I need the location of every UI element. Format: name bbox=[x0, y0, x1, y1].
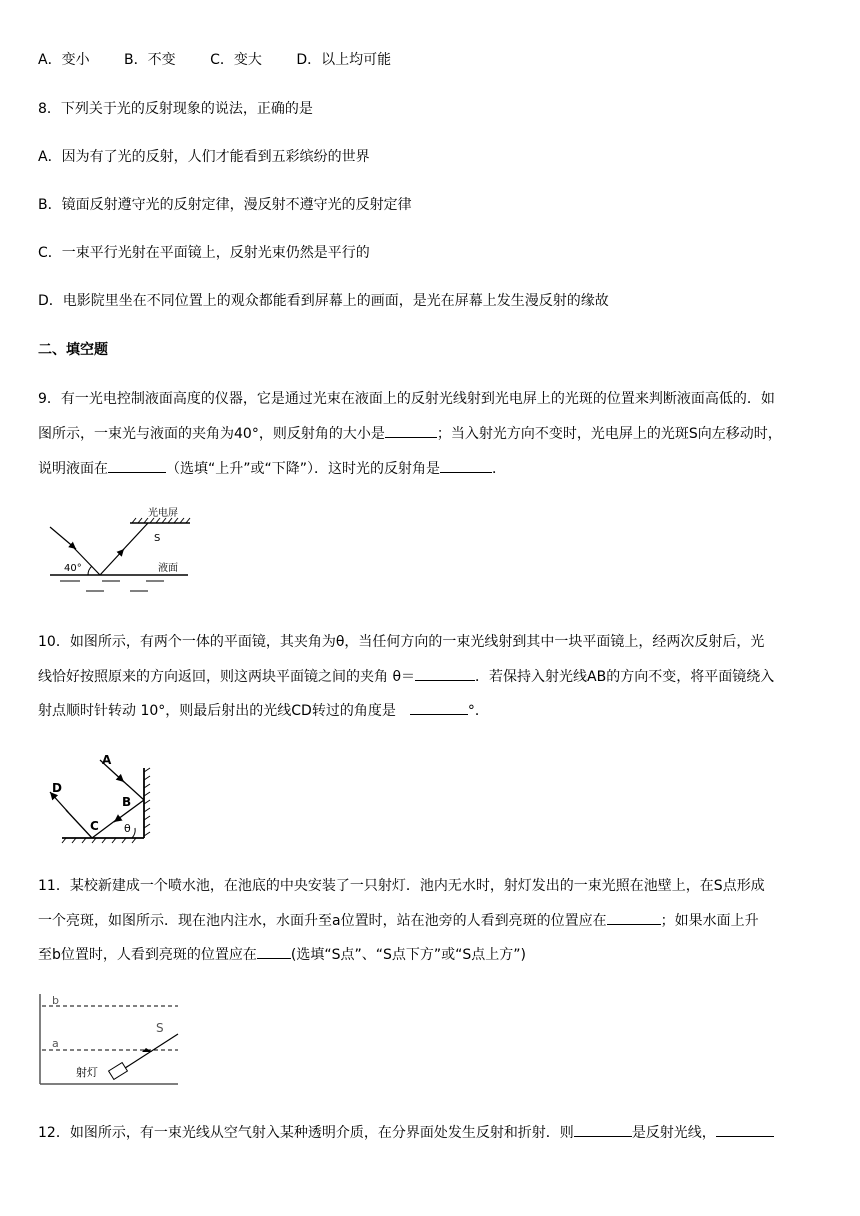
label-d: D bbox=[52, 781, 62, 795]
q10-line2 bbox=[38, 666, 774, 687]
q11-text: 至b位置时，人看到亮斑的位置应在 bbox=[38, 947, 257, 963]
q9-line3 bbox=[38, 458, 506, 479]
section-title: 二、填空题 bbox=[38, 342, 108, 358]
label-a: A bbox=[102, 753, 112, 767]
q9-blank-2 bbox=[108, 458, 166, 473]
q8-stem: 8．下列关于光的反射现象的说法，正确的是 bbox=[38, 101, 313, 117]
q12-line1 bbox=[38, 1122, 774, 1143]
q9-blank-3 bbox=[440, 458, 492, 473]
q11-line3 bbox=[38, 944, 526, 965]
q10-text: °． bbox=[467, 703, 489, 719]
q10-text: 线恰好按照原来的方向返回，则这两块平面镜之间的夹角 θ＝ bbox=[38, 669, 416, 685]
label-theta: θ bbox=[124, 822, 131, 835]
q11-line2 bbox=[38, 910, 759, 931]
q10-line3 bbox=[38, 700, 489, 721]
q10-text: ．若保持入射光线AB的方向不变，将平面镜绕入 bbox=[475, 669, 775, 685]
q11-blank-1 bbox=[607, 910, 661, 925]
q10-blank-1 bbox=[415, 666, 475, 681]
q7-option-c: C．变大 bbox=[210, 52, 262, 68]
q9-line1: 9．有一光电控制液面高度的仪器，它是通过光束在液面上的反射光线射到光电屏上的光斑的位置来判断液面高低的．如 bbox=[38, 391, 775, 407]
q11-text: 一个亮斑，如图所示．现在池内注水，水面升至a位置时，站在池旁的人看到亮斑的位置应在 bbox=[38, 913, 607, 929]
q10-text: 射点顺时针转动 10°，则最后射出的光线CD转过的角度是 bbox=[38, 703, 410, 719]
q8-option-d: D．电影院里坐在不同位置上的观众都能看到屏幕上的画面，是光在屏幕上发生漫反射的缘故 bbox=[38, 293, 609, 309]
q7-option-d: D．以上均可能 bbox=[296, 52, 392, 68]
q10-blank-2 bbox=[410, 700, 468, 715]
label-b: b bbox=[52, 994, 59, 1007]
q7-option-b: B．不变 bbox=[124, 52, 176, 68]
s-label: S bbox=[154, 533, 161, 544]
q9-text: （选填“上升”或“下降”）．这时光的反射角是 bbox=[166, 461, 441, 477]
label-a: a bbox=[52, 1037, 59, 1050]
label-s: S bbox=[156, 1021, 164, 1035]
q12-blank-2 bbox=[716, 1122, 774, 1137]
q8-option-a: A．因为有了光的反射，人们才能看到五彩缤纷的世界 bbox=[38, 149, 370, 165]
q12-text: 12．如图所示，有一束光线从空气射入某种透明介质，在分界面处发生反射和折射．则 bbox=[38, 1125, 574, 1141]
liquid-label: 液面 bbox=[158, 563, 178, 574]
q11-blank-2 bbox=[257, 944, 291, 959]
q7-options bbox=[38, 50, 421, 70]
q8-option-b: B．镜面反射遵守光的反射定律，漫反射不遵守光的反射定律 bbox=[38, 197, 412, 213]
q9-text: 图所示，一束光与液面的夹角为40°，则反射角的大小是 bbox=[38, 426, 385, 442]
q12-blank-1 bbox=[574, 1122, 632, 1137]
q9-blank-1 bbox=[385, 423, 437, 438]
q10-figure bbox=[38, 748, 168, 844]
q11-text: (选填“S点”、“S点下方”或“S点上方”) bbox=[290, 947, 526, 963]
label-c: C bbox=[90, 819, 99, 833]
angle-label: 40° bbox=[64, 563, 82, 574]
label-lamp: 射灯 bbox=[76, 1066, 98, 1079]
q7-option-a: A．变小 bbox=[38, 52, 90, 68]
q9-text: ；当入射光方向不变时，光电屏上的光斑S向左移动时， bbox=[436, 426, 782, 442]
screen-label: 光电屏 bbox=[148, 508, 178, 519]
q11-figure bbox=[38, 990, 183, 1088]
q9-line2 bbox=[38, 423, 782, 444]
q10-line1: 10．如图所示，有两个一体的平面镜，其夹角为θ，当任何方向的一束光线射到其中一块平面镜上，经两次反射后，光 bbox=[38, 634, 765, 650]
q12-text: 是反射光线， bbox=[631, 1125, 716, 1141]
q8-option-c: C．一束平行光射在平面镜上，反射光束仍然是平行的 bbox=[38, 245, 370, 261]
q9-text: ． bbox=[492, 461, 507, 477]
q11-text: ；如果水面上升 bbox=[660, 913, 759, 929]
q9-text: 说明液面在 bbox=[38, 461, 108, 477]
label-b: B bbox=[122, 795, 132, 809]
q11-line1: 11．某校新建成一个喷水池，在池底的中央安装了一只射灯．池内无水时，射灯发出的一束光照在池壁上，在S点形成 bbox=[38, 878, 765, 894]
q9-figure bbox=[38, 505, 208, 595]
